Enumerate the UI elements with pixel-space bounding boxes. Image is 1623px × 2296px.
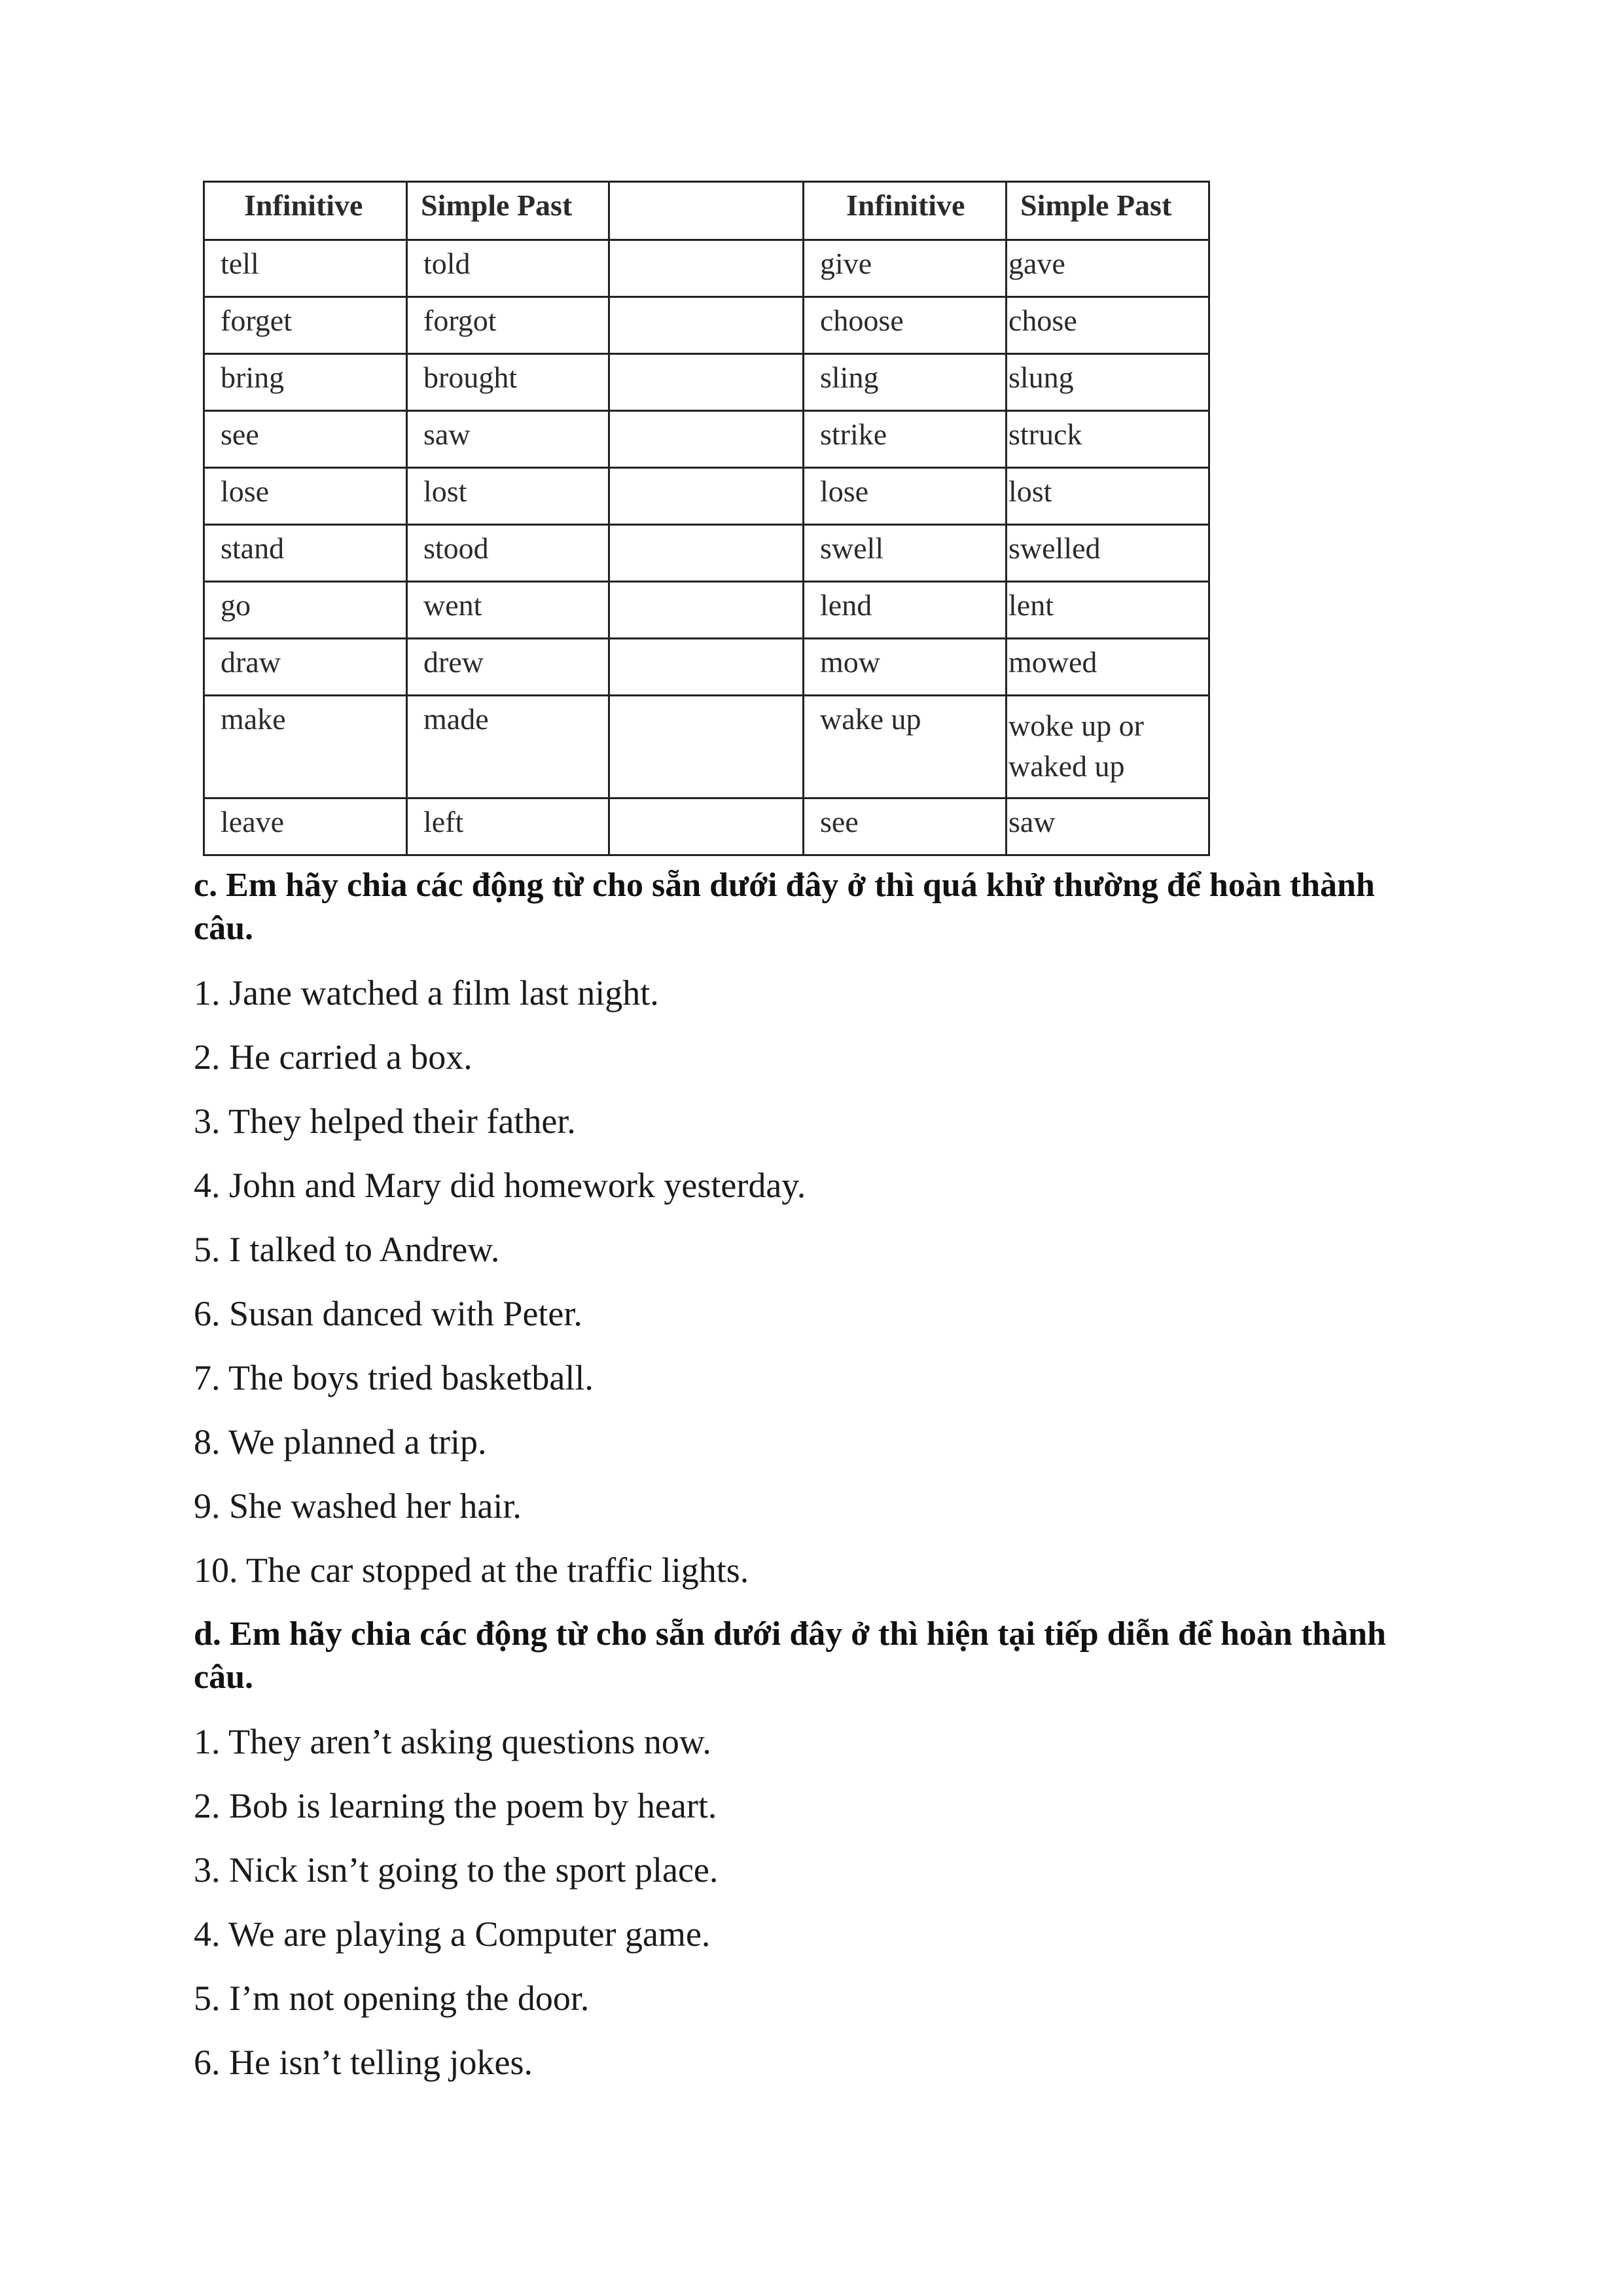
table-header-row — [204, 182, 1209, 240]
table-cell: go — [204, 582, 407, 639]
table-cell: slung — [1007, 354, 1209, 411]
section-c-item: 9. She washed her hair. — [194, 1486, 522, 1526]
section-c-item: 8. We planned a trip. — [194, 1422, 487, 1462]
table-cell: strike — [804, 411, 1007, 468]
table-cell — [609, 582, 804, 639]
table-cell: brought — [407, 354, 609, 411]
table-cell: woke up or waked up — [1007, 696, 1209, 798]
table-cell — [609, 354, 804, 411]
table-cell: told — [407, 240, 609, 297]
table-row — [204, 411, 1209, 468]
section-d-item: 5. I’m not opening the door. — [194, 1979, 590, 2018]
table-cell: lose — [204, 468, 407, 525]
table-cell: stand — [204, 525, 407, 582]
table-row — [204, 696, 1209, 798]
table-row — [204, 639, 1209, 696]
table-row — [204, 240, 1209, 297]
header-infinitive-right: Infinitive — [804, 182, 1007, 240]
table-cell: make — [204, 696, 407, 798]
table-cell: swelled — [1007, 525, 1209, 582]
header-infinitive-left: Infinitive — [204, 182, 407, 240]
section-d-item: 6. He isn’t telling jokes. — [194, 2043, 533, 2082]
section-c-item: 5. I talked to Andrew. — [194, 1230, 500, 1269]
verb-table — [203, 181, 1210, 856]
table-cell: mowed — [1007, 639, 1209, 696]
table-cell: see — [204, 411, 407, 468]
section-c-item: 1. Jane watched a film last night. — [194, 973, 659, 1013]
table-cell — [609, 297, 804, 354]
table-cell: tell — [204, 240, 407, 297]
table-cell — [609, 798, 804, 855]
table-cell: lost — [1007, 468, 1209, 525]
table-cell: drew — [407, 639, 609, 696]
table-cell: draw — [204, 639, 407, 696]
table-cell: struck — [1007, 411, 1209, 468]
table-cell: lost — [407, 468, 609, 525]
table-cell: saw — [1007, 798, 1209, 855]
table-row — [204, 798, 1209, 855]
table-cell — [609, 639, 804, 696]
table-cell — [609, 411, 804, 468]
table-cell: forgot — [407, 297, 609, 354]
table-cell: give — [804, 240, 1007, 297]
table-cell: went — [407, 582, 609, 639]
section-c-item: 7. The boys tried basketball. — [194, 1358, 594, 1397]
section-c-item: 6. Susan danced with Peter. — [194, 1294, 582, 1333]
section-d-heading: d. Em hãy chia các động từ cho sẵn dưới đây ở thì hiện tại tiếp diễn để hoàn thành câu. — [194, 1615, 1386, 1696]
table-cell — [609, 240, 804, 297]
table-cell: saw — [407, 411, 609, 468]
table-row — [204, 525, 1209, 582]
header-simple-past-right: Simple Past — [1007, 182, 1209, 240]
table-cell: wake up — [804, 696, 1007, 798]
table-cell: made — [407, 696, 609, 798]
table-cell — [609, 696, 804, 798]
section-c-item: 2. He carried a box. — [194, 1037, 473, 1077]
section-d-item: 2. Bob is learning the poem by heart. — [194, 1786, 717, 1825]
table-cell: stood — [407, 525, 609, 582]
table-cell — [609, 468, 804, 525]
section-c-item: 10. The car stopped at the traffic lights. — [194, 1551, 749, 1590]
table-cell: sling — [804, 354, 1007, 411]
table-cell: bring — [204, 354, 407, 411]
header-blank — [609, 182, 804, 240]
table-cell: lent — [1007, 582, 1209, 639]
section-d-item: 1. They aren’t asking questions now. — [194, 1722, 711, 1761]
table-cell: forget — [204, 297, 407, 354]
table-cell — [609, 525, 804, 582]
table-cell: gave — [1007, 240, 1209, 297]
section-d-item: 3. Nick isn’t going to the sport place. — [194, 1850, 719, 1890]
table-row — [204, 354, 1209, 411]
table-cell: chose — [1007, 297, 1209, 354]
header-simple-past-left: Simple Past — [407, 182, 609, 240]
table-cell: mow — [804, 639, 1007, 696]
table-row — [204, 297, 1209, 354]
section-c-heading: c. Em hãy chia các động từ cho sẵn dưới đây ở thì quá khử thường để hoàn thành câu. — [194, 867, 1375, 947]
table-cell: see — [804, 798, 1007, 855]
section-c-item: 3. They helped their father. — [194, 1102, 576, 1141]
table-cell: lose — [804, 468, 1007, 525]
table-cell: swell — [804, 525, 1007, 582]
table-row — [204, 582, 1209, 639]
section-d-item: 4. We are playing a Computer game. — [194, 1914, 711, 1954]
table-cell: left — [407, 798, 609, 855]
table-cell: leave — [204, 798, 407, 855]
table-cell: choose — [804, 297, 1007, 354]
table-cell: lend — [804, 582, 1007, 639]
section-c-item: 4. John and Mary did homework yesterday. — [194, 1166, 806, 1205]
table-row — [204, 468, 1209, 525]
